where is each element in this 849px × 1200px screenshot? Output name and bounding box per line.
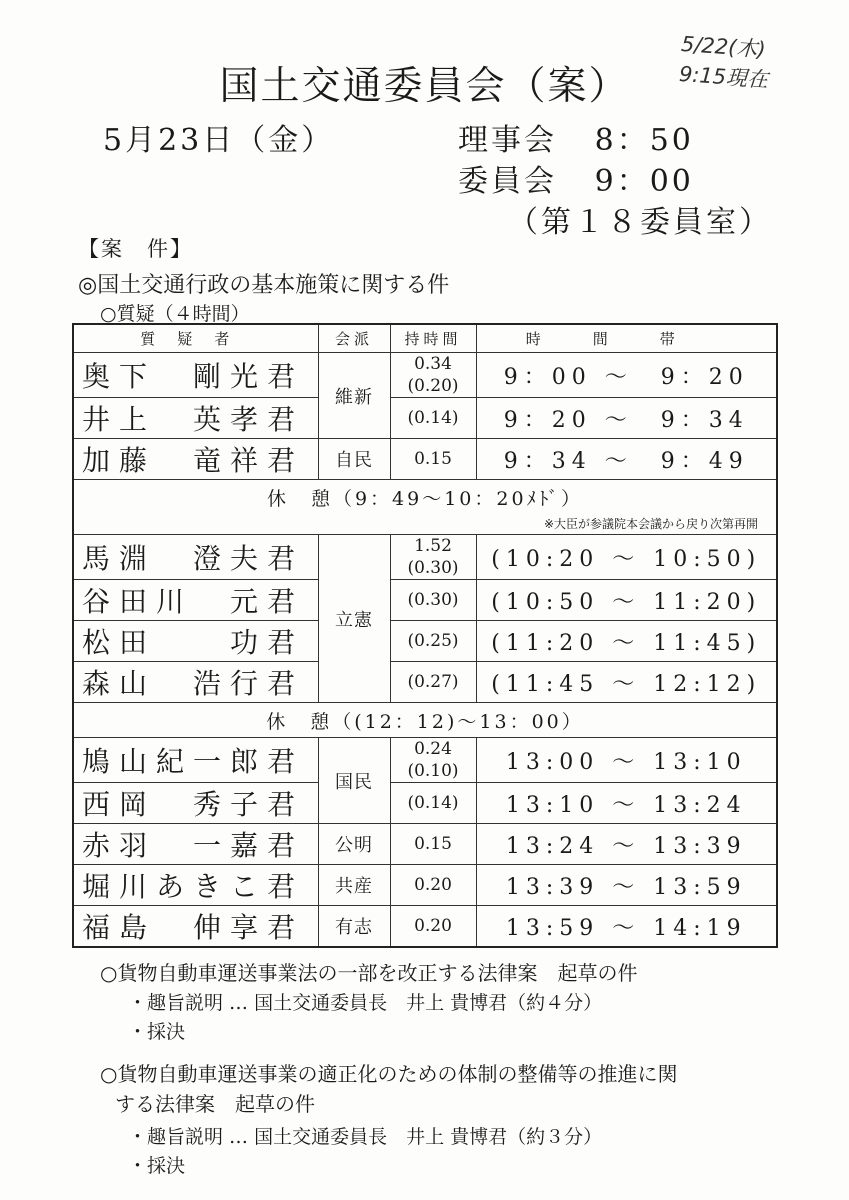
time-band: (10:50 ～ 11:20) xyxy=(476,580,777,621)
questioner-name: 奥下 剛光君 xyxy=(73,353,318,398)
document-title: 国土交通委員会（案） xyxy=(219,64,630,109)
header-time-band: 時間帯 xyxy=(476,324,777,353)
party-cell: 国民 xyxy=(318,738,390,824)
questioner-name: 赤羽 一嘉君 xyxy=(73,824,318,865)
header-party: 会派 xyxy=(318,324,390,353)
allotted-time: (0.14) xyxy=(390,398,476,439)
time-band: (10:20 ～ 10:50) xyxy=(476,535,777,580)
questioner-name: 鳩山紀一郎君 xyxy=(73,738,318,783)
bill-2-title-line2: する法律案 起草の件 xyxy=(115,1092,315,1116)
allotted-time xyxy=(390,353,476,398)
header-allotted-time: 持時間 xyxy=(390,324,476,353)
time-band: 13:24 ～ 13:39 xyxy=(476,824,777,865)
party-cell: 有志 xyxy=(318,906,390,948)
table-row xyxy=(73,439,777,480)
break-text: 休 憩（(12：12)～13：00） xyxy=(266,710,584,733)
party-cell: 自民 xyxy=(318,439,390,480)
table-row xyxy=(73,353,777,398)
time-band: 13:59 ～ 14:19 xyxy=(476,906,777,948)
break-row xyxy=(73,480,777,535)
break-cell xyxy=(73,703,777,738)
time-band: 9：20 ～ 9：34 xyxy=(476,398,777,439)
time-band: 9：34 ～ 9：49 xyxy=(476,439,777,480)
break-cell xyxy=(73,480,777,535)
allotted-time xyxy=(390,738,476,783)
time-band: (11:20 ～ 11:45) xyxy=(476,621,777,662)
bill-1-vote: ・採決 xyxy=(128,1021,186,1043)
table-row xyxy=(73,580,777,621)
time-band: 13:00 ～ 13:10 xyxy=(476,738,777,783)
questioner-name: 谷田川 元君 xyxy=(73,580,318,621)
time-band: 9：00 ～ 9：20 xyxy=(476,353,777,398)
bill-1-explanation: ・趣旨説明 … 国土交通委員長 井上 貴博君（約４分） xyxy=(128,992,603,1014)
questioner-name: 福島 伸享君 xyxy=(73,906,318,948)
allotted-time: 0.20 xyxy=(390,865,476,906)
break-note: ※大臣が参議院本会議から戻り次第再開 xyxy=(543,517,758,531)
questioner-name: 堀川あきこ君 xyxy=(73,865,318,906)
questioner-name: 西岡 秀子君 xyxy=(73,783,318,824)
committee-time: 9：00 xyxy=(594,164,694,199)
questioner-schedule-table xyxy=(72,323,778,948)
allotted-time: (0.27) xyxy=(390,662,476,703)
time-band: 13:10 ～ 13:24 xyxy=(476,783,777,824)
agenda-heading: 【案 件】 xyxy=(78,237,193,261)
handwritten-time: 9:15現在 xyxy=(678,61,769,93)
handwritten-date: 5/22(木) xyxy=(680,31,767,62)
meeting-date: 5月23日（金） xyxy=(103,123,335,158)
committee-meeting-line xyxy=(458,156,694,200)
bill-2-explanation: ・趣旨説明 … 国土交通委員長 井上 貴博君（約３分） xyxy=(128,1126,603,1148)
time-band: 13:39 ～ 13:59 xyxy=(476,865,777,906)
allotted-individual: (0.30) xyxy=(407,558,459,578)
table-row xyxy=(73,535,777,580)
allotted-time: (0.25) xyxy=(390,621,476,662)
handwritten-annotation xyxy=(678,29,771,95)
table-row xyxy=(73,398,777,439)
allotted-time: 0.20 xyxy=(390,906,476,948)
allotted-total: 0.34 xyxy=(414,354,452,374)
bill-2-title-line1: ○貨物自動車運送事業の適正化のための体制の整備等の推進に関 xyxy=(100,1062,678,1086)
questioner-name: 馬淵 澄夫君 xyxy=(73,535,318,580)
table-row xyxy=(73,865,777,906)
meeting-room: （第１８委員室） xyxy=(508,205,772,240)
header-questioner: 質疑者 xyxy=(73,324,318,353)
board-meeting-line xyxy=(458,115,694,159)
table-row xyxy=(73,662,777,703)
committee-label: 委員会 xyxy=(458,164,557,199)
allotted-total: 1.52 xyxy=(414,536,452,556)
agenda-topic: ◎国土交通行政の基本施策に関する件 xyxy=(78,273,450,298)
questioner-name: 松田 功君 xyxy=(73,621,318,662)
question-label: ○質疑（４時間） xyxy=(100,303,250,325)
time-band: (11:45 ～ 12:12) xyxy=(476,662,777,703)
allotted-individual: (0.20) xyxy=(407,376,459,396)
table-row xyxy=(73,621,777,662)
table-row xyxy=(73,906,777,948)
allotted-individual: (0.10) xyxy=(407,761,459,781)
allotted-time: 0.15 xyxy=(390,824,476,865)
board-label: 理事会 xyxy=(458,123,557,158)
table-header-row xyxy=(73,324,777,353)
table-row xyxy=(73,824,777,865)
allotted-time: (0.14) xyxy=(390,783,476,824)
bill-1-title: ○貨物自動車運送事業法の一部を改正する法律案 起草の件 xyxy=(100,961,638,985)
bill-2-vote: ・採決 xyxy=(128,1155,186,1177)
allotted-time xyxy=(390,535,476,580)
allotted-total: 0.24 xyxy=(414,739,452,759)
board-time: 8：50 xyxy=(594,123,694,158)
table-row xyxy=(73,738,777,783)
questioner-name: 森山 浩行君 xyxy=(73,662,318,703)
break-text: 休 憩（9：49～10：20ﾒﾄﾞ） xyxy=(266,488,584,510)
questioner-name: 加藤 竜祥君 xyxy=(73,439,318,480)
party-cell: 立憲 xyxy=(318,535,390,703)
break-row xyxy=(73,703,777,738)
party-cell: 公明 xyxy=(318,824,390,865)
allotted-time: (0.30) xyxy=(390,580,476,621)
table-row xyxy=(73,783,777,824)
questioner-name: 井上 英孝君 xyxy=(73,398,318,439)
party-cell: 維新 xyxy=(318,353,390,439)
party-cell: 共産 xyxy=(318,865,390,906)
allotted-time: 0.15 xyxy=(390,439,476,480)
